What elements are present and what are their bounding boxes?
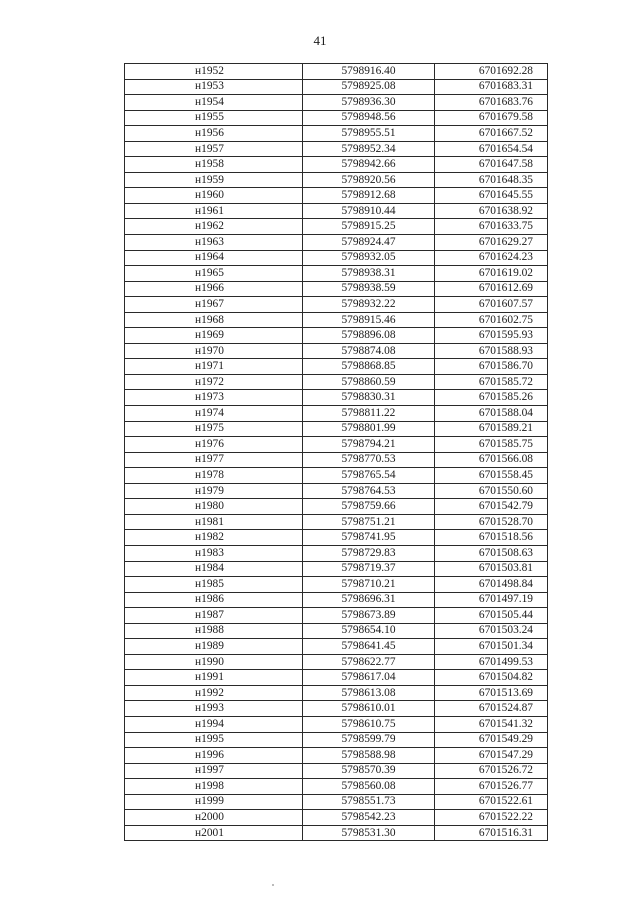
table-row <box>125 406 548 422</box>
table-row <box>125 281 548 297</box>
table-row <box>125 794 548 810</box>
y-coordinate-cell: 6701508.63 <box>435 545 548 561</box>
x-coordinate-cell: 5798617.04 <box>303 670 435 686</box>
x-coordinate-cell: 5798770.53 <box>303 452 435 468</box>
y-coordinate-cell: 6701648.35 <box>435 172 548 188</box>
x-coordinate-cell: 5798794.21 <box>303 437 435 453</box>
y-coordinate-cell: 6701503.81 <box>435 561 548 577</box>
table-row <box>125 328 548 344</box>
x-coordinate-cell: 5798610.75 <box>303 716 435 732</box>
scan-speck <box>272 884 274 886</box>
y-coordinate-cell: 6701588.93 <box>435 343 548 359</box>
y-coordinate-cell: 6701505.44 <box>435 608 548 624</box>
y-coordinate-cell: 6701516.31 <box>435 825 548 841</box>
table-row <box>125 514 548 530</box>
y-coordinate-cell: 6701629.27 <box>435 235 548 251</box>
table-row <box>125 157 548 173</box>
point-id-cell: н1999 <box>125 794 303 810</box>
y-coordinate-cell: 6701589.21 <box>435 421 548 437</box>
table-row <box>125 235 548 251</box>
x-coordinate-cell: 5798938.59 <box>303 281 435 297</box>
x-coordinate-cell: 5798751.21 <box>303 514 435 530</box>
point-id-cell: н1990 <box>125 654 303 670</box>
table-row <box>125 716 548 732</box>
table-row <box>125 266 548 282</box>
x-coordinate-cell: 5798719.37 <box>303 561 435 577</box>
y-coordinate-cell: 6701497.19 <box>435 592 548 608</box>
x-coordinate-cell: 5798673.89 <box>303 608 435 624</box>
x-coordinate-cell: 5798874.08 <box>303 343 435 359</box>
table-row <box>125 203 548 219</box>
x-coordinate-cell: 5798765.54 <box>303 468 435 484</box>
x-coordinate-cell: 5798610.01 <box>303 701 435 717</box>
x-coordinate-cell: 5798542.23 <box>303 810 435 826</box>
x-coordinate-cell: 5798915.25 <box>303 219 435 235</box>
x-coordinate-cell: 5798910.44 <box>303 203 435 219</box>
table-row <box>125 763 548 779</box>
point-id-cell: н1977 <box>125 452 303 468</box>
table-row <box>125 79 548 95</box>
table-row <box>125 779 548 795</box>
point-id-cell: н1969 <box>125 328 303 344</box>
x-coordinate-cell: 5798924.47 <box>303 235 435 251</box>
point-id-cell: н1954 <box>125 95 303 111</box>
point-id-cell: н2001 <box>125 825 303 841</box>
table-row <box>125 188 548 204</box>
x-coordinate-cell: 5798741.95 <box>303 530 435 546</box>
point-id-cell: н1975 <box>125 421 303 437</box>
y-coordinate-cell: 6701612.69 <box>435 281 548 297</box>
point-id-cell: н1997 <box>125 763 303 779</box>
point-id-cell: н1955 <box>125 110 303 126</box>
page-number: 41 <box>313 33 327 48</box>
y-coordinate-cell: 6701550.60 <box>435 483 548 499</box>
x-coordinate-cell: 5798764.53 <box>303 483 435 499</box>
x-coordinate-cell: 5798936.30 <box>303 95 435 111</box>
table-row <box>125 701 548 717</box>
x-coordinate-cell: 5798641.45 <box>303 639 435 655</box>
point-id-cell: н1983 <box>125 545 303 561</box>
point-id-cell: н1985 <box>125 577 303 593</box>
table-row <box>125 219 548 235</box>
x-coordinate-cell: 5798925.08 <box>303 79 435 95</box>
point-id-cell: н1959 <box>125 172 303 188</box>
y-coordinate-cell: 6701585.26 <box>435 390 548 406</box>
point-id-cell: н1953 <box>125 79 303 95</box>
y-coordinate-cell: 6701504.82 <box>435 670 548 686</box>
table-row <box>125 483 548 499</box>
x-coordinate-cell: 5798938.31 <box>303 266 435 282</box>
table-row <box>125 530 548 546</box>
table-row <box>125 172 548 188</box>
table-row <box>125 732 548 748</box>
y-coordinate-cell: 6701588.04 <box>435 406 548 422</box>
table-row <box>125 390 548 406</box>
table-row <box>125 748 548 764</box>
x-coordinate-cell: 5798915.46 <box>303 312 435 328</box>
point-id-cell: н1981 <box>125 514 303 530</box>
x-coordinate-cell: 5798654.10 <box>303 623 435 639</box>
y-coordinate-cell: 6701633.75 <box>435 219 548 235</box>
x-coordinate-cell: 5798952.34 <box>303 141 435 157</box>
point-id-cell: н1992 <box>125 685 303 701</box>
x-coordinate-cell: 5798868.85 <box>303 359 435 375</box>
x-coordinate-cell: 5798729.83 <box>303 545 435 561</box>
y-coordinate-cell: 6701542.79 <box>435 499 548 515</box>
x-coordinate-cell: 5798916.40 <box>303 64 435 80</box>
x-coordinate-cell: 5798588.98 <box>303 748 435 764</box>
point-id-cell: н1958 <box>125 157 303 173</box>
point-id-cell: н1970 <box>125 343 303 359</box>
table-row <box>125 452 548 468</box>
table-row <box>125 639 548 655</box>
y-coordinate-cell: 6701513.69 <box>435 685 548 701</box>
x-coordinate-cell: 5798955.51 <box>303 126 435 142</box>
table-row <box>125 250 548 266</box>
x-coordinate-cell: 5798920.56 <box>303 172 435 188</box>
point-id-cell: н1973 <box>125 390 303 406</box>
y-coordinate-cell: 6701518.56 <box>435 530 548 546</box>
point-id-cell: н1972 <box>125 374 303 390</box>
x-coordinate-cell: 5798759.66 <box>303 499 435 515</box>
table-row <box>125 670 548 686</box>
point-id-cell: н1952 <box>125 64 303 80</box>
point-id-cell: н1988 <box>125 623 303 639</box>
point-id-cell: н1993 <box>125 701 303 717</box>
point-id-cell: н1966 <box>125 281 303 297</box>
table-row <box>125 685 548 701</box>
y-coordinate-cell: 6701619.02 <box>435 266 548 282</box>
y-coordinate-cell: 6701654.54 <box>435 141 548 157</box>
table-row <box>125 297 548 313</box>
y-coordinate-cell: 6701679.58 <box>435 110 548 126</box>
x-coordinate-cell: 5798948.56 <box>303 110 435 126</box>
table-row <box>125 110 548 126</box>
x-coordinate-cell: 5798622.77 <box>303 654 435 670</box>
table-row <box>125 810 548 826</box>
table-row <box>125 545 548 561</box>
x-coordinate-cell: 5798560.08 <box>303 779 435 795</box>
point-id-cell: н1986 <box>125 592 303 608</box>
y-coordinate-cell: 6701499.53 <box>435 654 548 670</box>
table-row <box>125 312 548 328</box>
point-id-cell: н1995 <box>125 732 303 748</box>
x-coordinate-cell: 5798801.99 <box>303 421 435 437</box>
point-id-cell: н1982 <box>125 530 303 546</box>
x-coordinate-cell: 5798932.22 <box>303 297 435 313</box>
table-row <box>125 343 548 359</box>
table-row <box>125 437 548 453</box>
x-coordinate-cell: 5798896.08 <box>303 328 435 344</box>
y-coordinate-cell: 6701607.57 <box>435 297 548 313</box>
point-id-cell: н1960 <box>125 188 303 204</box>
y-coordinate-cell: 6701526.77 <box>435 779 548 795</box>
y-coordinate-cell: 6701541.32 <box>435 716 548 732</box>
point-id-cell: н1979 <box>125 483 303 499</box>
point-id-cell: н1961 <box>125 203 303 219</box>
table-row <box>125 608 548 624</box>
table-row <box>125 64 548 80</box>
point-id-cell: н1996 <box>125 748 303 764</box>
point-id-cell: н1980 <box>125 499 303 515</box>
y-coordinate-cell: 6701683.31 <box>435 79 548 95</box>
y-coordinate-cell: 6701566.08 <box>435 452 548 468</box>
y-coordinate-cell: 6701692.28 <box>435 64 548 80</box>
table-row <box>125 499 548 515</box>
x-coordinate-cell: 5798613.08 <box>303 685 435 701</box>
point-id-cell: н1971 <box>125 359 303 375</box>
x-coordinate-cell: 5798696.31 <box>303 592 435 608</box>
y-coordinate-cell: 6701501.34 <box>435 639 548 655</box>
table-row <box>125 654 548 670</box>
table-row <box>125 421 548 437</box>
point-id-cell: н1957 <box>125 141 303 157</box>
point-id-cell: н1989 <box>125 639 303 655</box>
coordinates-table <box>124 63 548 841</box>
point-id-cell: н1967 <box>125 297 303 313</box>
table-row <box>125 561 548 577</box>
y-coordinate-cell: 6701526.72 <box>435 763 548 779</box>
point-id-cell: н1998 <box>125 779 303 795</box>
y-coordinate-cell: 6701547.29 <box>435 748 548 764</box>
y-coordinate-cell: 6701602.75 <box>435 312 548 328</box>
point-id-cell: н1964 <box>125 250 303 266</box>
point-id-cell: н1956 <box>125 126 303 142</box>
x-coordinate-cell: 5798570.39 <box>303 763 435 779</box>
table-row <box>125 359 548 375</box>
y-coordinate-cell: 6701638.92 <box>435 203 548 219</box>
y-coordinate-cell: 6701522.61 <box>435 794 548 810</box>
y-coordinate-cell: 6701586.70 <box>435 359 548 375</box>
x-coordinate-cell: 5798860.59 <box>303 374 435 390</box>
y-coordinate-cell: 6701522.22 <box>435 810 548 826</box>
x-coordinate-cell: 5798599.79 <box>303 732 435 748</box>
table-row <box>125 577 548 593</box>
y-coordinate-cell: 6701503.24 <box>435 623 548 639</box>
y-coordinate-cell: 6701624.23 <box>435 250 548 266</box>
x-coordinate-cell: 5798551.73 <box>303 794 435 810</box>
y-coordinate-cell: 6701498.84 <box>435 577 548 593</box>
point-id-cell: н1963 <box>125 235 303 251</box>
point-id-cell: н1987 <box>125 608 303 624</box>
x-coordinate-cell: 5798942.66 <box>303 157 435 173</box>
y-coordinate-cell: 6701558.45 <box>435 468 548 484</box>
x-coordinate-cell: 5798531.30 <box>303 825 435 841</box>
point-id-cell: н1965 <box>125 266 303 282</box>
x-coordinate-cell: 5798811.22 <box>303 406 435 422</box>
x-coordinate-cell: 5798710.21 <box>303 577 435 593</box>
y-coordinate-cell: 6701528.70 <box>435 514 548 530</box>
point-id-cell: н2000 <box>125 810 303 826</box>
table-row <box>125 468 548 484</box>
y-coordinate-cell: 6701585.72 <box>435 374 548 390</box>
x-coordinate-cell: 5798912.68 <box>303 188 435 204</box>
point-id-cell: н1994 <box>125 716 303 732</box>
y-coordinate-cell: 6701595.93 <box>435 328 548 344</box>
y-coordinate-cell: 6701524.87 <box>435 701 548 717</box>
table-row <box>125 141 548 157</box>
y-coordinate-cell: 6701667.52 <box>435 126 548 142</box>
point-id-cell: н1962 <box>125 219 303 235</box>
y-coordinate-cell: 6701647.58 <box>435 157 548 173</box>
table-row <box>125 825 548 841</box>
point-id-cell: н1974 <box>125 406 303 422</box>
point-id-cell: н1991 <box>125 670 303 686</box>
point-id-cell: н1968 <box>125 312 303 328</box>
y-coordinate-cell: 6701683.76 <box>435 95 548 111</box>
table-row <box>125 95 548 111</box>
table-row <box>125 623 548 639</box>
y-coordinate-cell: 6701645.55 <box>435 188 548 204</box>
x-coordinate-cell: 5798830.31 <box>303 390 435 406</box>
coordinates-table-body <box>125 64 548 841</box>
table-row <box>125 592 548 608</box>
y-coordinate-cell: 6701549.29 <box>435 732 548 748</box>
table-row <box>125 126 548 142</box>
point-id-cell: н1978 <box>125 468 303 484</box>
point-id-cell: н1976 <box>125 437 303 453</box>
point-id-cell: н1984 <box>125 561 303 577</box>
y-coordinate-cell: 6701585.75 <box>435 437 548 453</box>
table-row <box>125 374 548 390</box>
x-coordinate-cell: 5798932.05 <box>303 250 435 266</box>
